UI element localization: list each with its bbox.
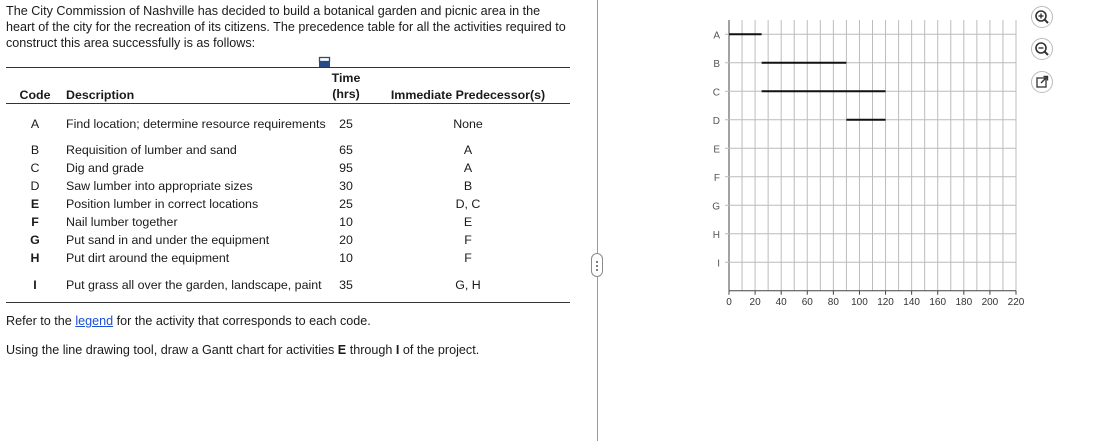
row-label: E (713, 144, 720, 156)
table-row (6, 267, 570, 303)
description-cell: Find location; determine resource requirements (66, 116, 326, 131)
instr-before: Using the line drawing tool, draw a Gantt chart for activities (6, 343, 338, 357)
predecessor-cell: A (463, 143, 473, 157)
x-tick-label: 60 (801, 296, 813, 308)
intro-text: The City Commission of Nashville has decided to build a botanical garden and picnic area in the heart of the city for the recreation of its citizens. The precedence table for all the activities required to construct this area successfully is as follows: (6, 4, 566, 50)
code-cell: A (30, 116, 40, 131)
predecessor-cell: D, C (455, 197, 481, 211)
code-cell: I (6, 267, 64, 303)
gantt-chart[interactable] (700, 10, 1030, 326)
x-tick-label: 140 (903, 296, 920, 308)
description-cell: Saw lumber into appropriate sizes (66, 179, 253, 193)
instr-after: of the project. (399, 343, 480, 357)
predecessor-cell: None (453, 116, 483, 131)
x-tick-label: 220 (1007, 296, 1025, 308)
zoom-out-icon[interactable] (1031, 38, 1053, 60)
x-tick-label: 0 (726, 296, 732, 308)
x-tick-label: 100 (851, 296, 868, 308)
code-cell: H (30, 251, 40, 265)
row-label: G (712, 201, 720, 213)
predecessor-cell: B (463, 179, 473, 193)
refer-before: Refer to the (6, 314, 76, 328)
row-label: D (712, 115, 720, 127)
row-label: C (712, 87, 720, 99)
time-cell: 30 (339, 179, 353, 193)
expand-icon[interactable] (1031, 71, 1053, 93)
table-row (6, 177, 570, 195)
code-cell: D (30, 179, 40, 193)
code-cell: B (30, 143, 40, 157)
header-predecessors: Immediate Predecessor(s) (366, 68, 570, 104)
x-tick-label: 80 (827, 296, 839, 308)
predecessor-cell: F (464, 251, 472, 265)
predecessor-cell: E (463, 215, 473, 229)
table-row (6, 159, 570, 177)
row-label: H (712, 229, 720, 241)
time-cell: 10 (339, 251, 353, 265)
table-row (6, 104, 570, 142)
time-cell: 20 (339, 233, 353, 247)
description-cell: Put grass all over the garden, landscape, paint (64, 267, 326, 303)
predecessor-cell: F (464, 233, 472, 247)
code-cell: C (30, 161, 40, 175)
panel-divider[interactable] (597, 0, 598, 441)
predecessor-cell: A (463, 161, 473, 175)
instr-i: I (395, 343, 400, 357)
instr-through: through (346, 343, 396, 357)
description-cell: Put sand in and under the equipment (66, 233, 270, 247)
row-label: F (713, 172, 720, 184)
header-description: Description (64, 68, 326, 104)
table-row (6, 231, 570, 249)
x-tick-label: 160 (929, 296, 947, 308)
code-cell: G (30, 233, 40, 247)
x-tick-label: 180 (955, 296, 973, 308)
legend-link[interactable]: legend (75, 314, 114, 328)
question-panel (6, 3, 572, 357)
predecessor-cell: G, H (366, 267, 570, 303)
time-cell: 25 (339, 197, 353, 211)
table-row (6, 213, 570, 231)
description-cell: Nail lumber together (66, 215, 178, 229)
precedence-table (6, 67, 570, 303)
row-label: A (713, 30, 720, 42)
x-tick-label: 20 (749, 296, 761, 308)
x-tick-label: 200 (981, 296, 999, 308)
table-row (6, 141, 570, 159)
time-cell: 25 (339, 116, 353, 131)
time-cell: 65 (339, 143, 353, 157)
description-cell: Put dirt around the equipment (66, 251, 230, 265)
instruction-text (6, 343, 479, 357)
table-row (6, 195, 570, 213)
table-header-row (6, 68, 570, 104)
description-cell: Position lumber in correct locations (66, 197, 259, 211)
description-cell: Dig and grade (66, 161, 144, 175)
header-time: Time (hrs) (326, 68, 366, 104)
instr-e: E (337, 343, 347, 357)
row-label: B (713, 58, 720, 70)
row-label: I (717, 258, 720, 270)
drag-handle-icon[interactable] (591, 253, 603, 277)
code-cell: F (31, 215, 39, 229)
x-tick-label: 120 (877, 296, 894, 308)
legend-reference (6, 314, 371, 328)
table-row (6, 249, 570, 267)
time-cell: 95 (339, 161, 353, 175)
code-cell: E (30, 197, 40, 211)
zoom-in-icon[interactable] (1031, 6, 1053, 28)
header-code: Code (6, 68, 64, 104)
time-cell: 10 (339, 215, 353, 229)
description-cell: Requisition of lumber and sand (66, 143, 237, 157)
time-cell: 35 (326, 267, 366, 303)
refer-after: for the activity that corresponds to each code. (113, 314, 371, 328)
x-tick-label: 40 (775, 296, 787, 308)
